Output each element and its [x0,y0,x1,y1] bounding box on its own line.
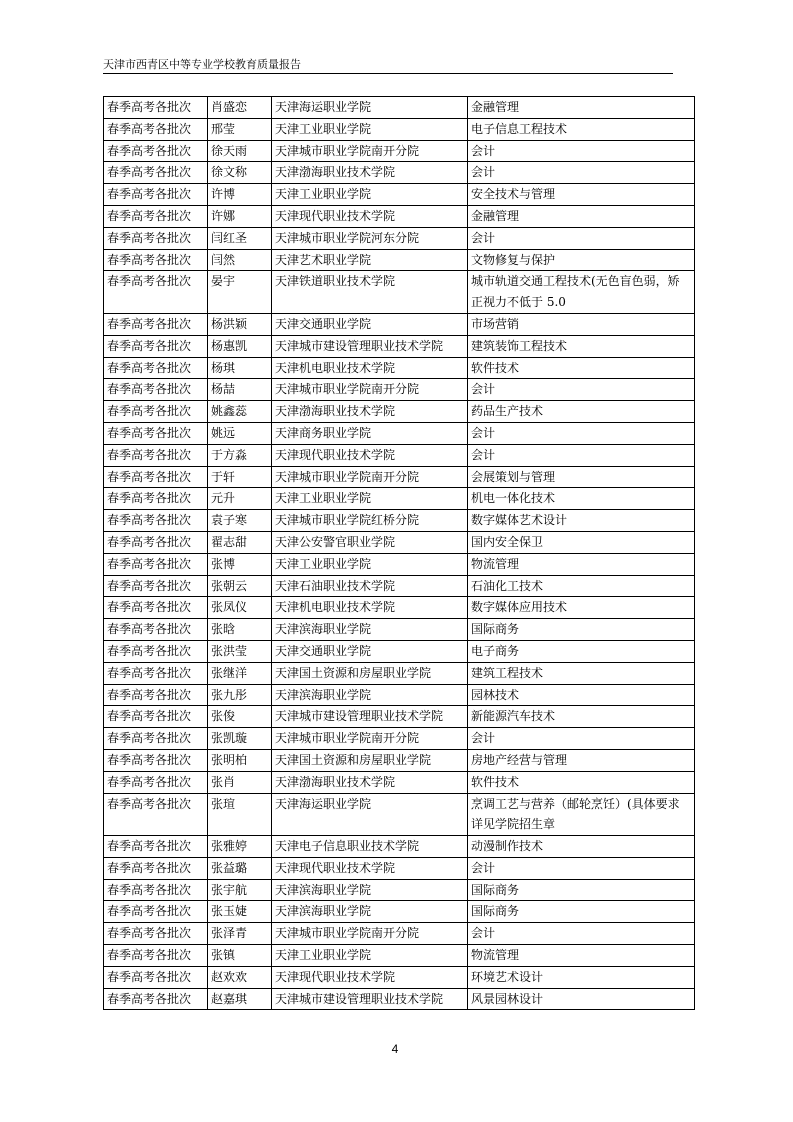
table-row [104,836,695,858]
table-row [104,749,695,771]
table-row [104,553,695,575]
table-row [104,945,695,967]
college-name-cell: 天津机电职业技术学院 [272,597,468,619]
college-name-cell: 天津石油职业技术学院 [272,575,468,597]
major-cell: 动漫制作技术 [468,836,695,858]
college-name-cell: 天津海运职业学院 [272,793,468,836]
table-row [104,662,695,684]
student-name-cell: 杨洪颖 [208,313,272,335]
college-name-cell: 天津滨海职业学院 [272,619,468,641]
table-row [104,531,695,553]
table-row [104,401,695,423]
college-name-cell: 天津滨海职业学院 [272,684,468,706]
college-name-cell: 天津现代职业技术学院 [272,444,468,466]
college-name-cell: 天津工业职业学院 [272,945,468,967]
major-cell: 城市轨道交通工程技术(无色盲色弱，矫正视力不低于 5.0 [468,271,695,314]
admission-batch-cell: 春季高考各批次 [104,619,208,641]
table-row [104,619,695,641]
student-name-cell: 张雅婷 [208,836,272,858]
college-name-cell: 天津城市职业学院南开分院 [272,379,468,401]
student-name-cell: 闫红圣 [208,227,272,249]
admission-batch-cell: 春季高考各批次 [104,662,208,684]
table-row [104,466,695,488]
admission-batch-cell: 春季高考各批次 [104,271,208,314]
admission-batch-cell: 春季高考各批次 [104,793,208,836]
major-cell: 会计 [468,728,695,750]
table-row [104,227,695,249]
table-row [104,97,695,119]
major-cell: 物流管理 [468,945,695,967]
table-row [104,640,695,662]
admission-batch-cell: 春季高考各批次 [104,401,208,423]
table-row [104,313,695,335]
major-cell: 建筑装饰工程技术 [468,335,695,357]
student-name-cell: 邢莹 [208,118,272,140]
college-name-cell: 天津城市职业学院红桥分院 [272,510,468,532]
student-name-cell: 赵欢欢 [208,966,272,988]
major-cell: 会展策划与管理 [468,466,695,488]
table-row [104,923,695,945]
college-name-cell: 天津公安警官职业学院 [272,531,468,553]
student-name-cell: 张九彤 [208,684,272,706]
student-name-cell: 张益璐 [208,857,272,879]
student-name-cell: 姚鑫蕊 [208,401,272,423]
major-cell: 药品生产技术 [468,401,695,423]
major-cell: 环境艺术设计 [468,966,695,988]
table-row [104,901,695,923]
major-cell: 石油化工技术 [468,575,695,597]
page-header: 天津市西青区中等专业学校教育质量报告 [103,57,673,74]
major-cell: 电子信息工程技术 [468,118,695,140]
table-row [104,597,695,619]
table-row [104,706,695,728]
major-cell: 园林技术 [468,684,695,706]
major-cell: 国际商务 [468,879,695,901]
student-name-cell: 张玉婕 [208,901,272,923]
college-name-cell: 天津城市建设管理职业技术学院 [272,706,468,728]
college-name-cell: 天津工业职业学院 [272,488,468,510]
admission-batch-cell: 春季高考各批次 [104,966,208,988]
admission-batch-cell: 春季高考各批次 [104,335,208,357]
table-row [104,118,695,140]
major-cell: 新能源汽车技术 [468,706,695,728]
major-cell: 数字媒体应用技术 [468,597,695,619]
college-name-cell: 天津渤海职业技术学院 [272,401,468,423]
table-row [104,335,695,357]
table-row [104,728,695,750]
major-cell: 机电一体化技术 [468,488,695,510]
admission-batch-cell: 春季高考各批次 [104,945,208,967]
table-row [104,857,695,879]
student-name-cell: 肖盛恋 [208,97,272,119]
major-cell: 物流管理 [468,553,695,575]
admission-batch-cell: 春季高考各批次 [104,466,208,488]
college-name-cell: 天津交通职业学院 [272,313,468,335]
admission-batch-cell: 春季高考各批次 [104,184,208,206]
major-cell: 房地产经营与管理 [468,749,695,771]
student-name-cell: 于轩 [208,466,272,488]
college-name-cell: 天津城市职业学院南开分院 [272,466,468,488]
admission-batch-cell: 春季高考各批次 [104,531,208,553]
college-name-cell: 天津滨海职业学院 [272,879,468,901]
student-name-cell: 张朝云 [208,575,272,597]
major-cell: 会计 [468,227,695,249]
student-name-cell: 袁子寒 [208,510,272,532]
page-number: 4 [391,1042,399,1056]
admission-batch-cell: 春季高考各批次 [104,249,208,271]
college-name-cell: 天津国土资源和房屋职业学院 [272,662,468,684]
student-name-cell: 张洪莹 [208,640,272,662]
major-cell: 软件技术 [468,357,695,379]
major-cell: 文物修复与保护 [468,249,695,271]
admissions-table-container [103,96,695,1010]
major-cell: 会计 [468,444,695,466]
major-cell: 数字媒体艺术设计 [468,510,695,532]
major-cell: 会计 [468,162,695,184]
admission-batch-cell: 春季高考各批次 [104,597,208,619]
admission-batch-cell: 春季高考各批次 [104,771,208,793]
table-row [104,357,695,379]
table-row [104,271,695,314]
admission-batch-cell: 春季高考各批次 [104,879,208,901]
table-row [104,510,695,532]
college-name-cell: 天津电子信息职业技术学院 [272,836,468,858]
admission-batch-cell: 春季高考各批次 [104,575,208,597]
student-name-cell: 赵嘉琪 [208,988,272,1010]
major-cell: 金融管理 [468,205,695,227]
student-name-cell: 于方淼 [208,444,272,466]
student-name-cell: 杨惠凯 [208,335,272,357]
student-name-cell: 张凯璇 [208,728,272,750]
major-cell: 金融管理 [468,97,695,119]
table-row [104,444,695,466]
admission-batch-cell: 春季高考各批次 [104,901,208,923]
admission-batch-cell: 春季高考各批次 [104,97,208,119]
table-row [104,162,695,184]
major-cell: 会计 [468,422,695,444]
table-row [104,140,695,162]
student-name-cell: 张明柏 [208,749,272,771]
student-name-cell: 许娜 [208,205,272,227]
table-row [104,966,695,988]
student-name-cell: 张宇航 [208,879,272,901]
college-name-cell: 天津渤海职业技术学院 [272,162,468,184]
admission-batch-cell: 春季高考各批次 [104,706,208,728]
major-cell: 市场营销 [468,313,695,335]
admission-batch-cell: 春季高考各批次 [104,313,208,335]
major-cell: 国际商务 [468,619,695,641]
admission-batch-cell: 春季高考各批次 [104,684,208,706]
student-name-cell: 闫然 [208,249,272,271]
college-name-cell: 天津铁道职业技术学院 [272,271,468,314]
college-name-cell: 天津工业职业学院 [272,553,468,575]
admission-batch-cell: 春季高考各批次 [104,923,208,945]
student-name-cell: 姚远 [208,422,272,444]
student-name-cell: 张镇 [208,945,272,967]
table-row [104,379,695,401]
student-name-cell: 徐天雨 [208,140,272,162]
college-name-cell: 天津滨海职业学院 [272,901,468,923]
admission-batch-cell: 春季高考各批次 [104,857,208,879]
college-name-cell: 天津交通职业学院 [272,640,468,662]
admission-batch-cell: 春季高考各批次 [104,357,208,379]
college-name-cell: 天津城市职业学院南开分院 [272,140,468,162]
major-cell: 会计 [468,923,695,945]
college-name-cell: 天津工业职业学院 [272,118,468,140]
college-name-cell: 天津城市职业学院南开分院 [272,923,468,945]
table-row [104,684,695,706]
student-name-cell: 晏宇 [208,271,272,314]
table-row [104,249,695,271]
table-row [104,575,695,597]
table-row [104,879,695,901]
college-name-cell: 天津现代职业技术学院 [272,857,468,879]
major-cell: 安全技术与管理 [468,184,695,206]
student-name-cell: 杨琪 [208,357,272,379]
college-name-cell: 天津商务职业学院 [272,422,468,444]
admission-batch-cell: 春季高考各批次 [104,488,208,510]
major-cell: 软件技术 [468,771,695,793]
college-name-cell: 天津现代职业技术学院 [272,205,468,227]
student-name-cell: 张泽青 [208,923,272,945]
student-name-cell: 张继洋 [208,662,272,684]
table-row [104,205,695,227]
admissions-table-body [104,97,695,1010]
college-name-cell: 天津机电职业技术学院 [272,357,468,379]
college-name-cell: 天津城市职业学院南开分院 [272,728,468,750]
college-name-cell: 天津现代职业技术学院 [272,966,468,988]
student-name-cell: 杨喆 [208,379,272,401]
major-cell: 会计 [468,140,695,162]
admission-batch-cell: 春季高考各批次 [104,444,208,466]
admission-batch-cell: 春季高考各批次 [104,749,208,771]
college-name-cell: 天津城市建设管理职业技术学院 [272,988,468,1010]
college-name-cell: 天津城市职业学院河东分院 [272,227,468,249]
student-name-cell: 张俊 [208,706,272,728]
major-cell: 国际商务 [468,901,695,923]
table-row [104,793,695,836]
major-cell: 国内安全保卫 [468,531,695,553]
admission-batch-cell: 春季高考各批次 [104,227,208,249]
table-row [104,488,695,510]
student-name-cell: 张博 [208,553,272,575]
major-cell: 会计 [468,857,695,879]
major-cell: 风景园林设计 [468,988,695,1010]
student-name-cell: 翟志甜 [208,531,272,553]
student-name-cell: 张晗 [208,619,272,641]
college-name-cell: 天津工业职业学院 [272,184,468,206]
admission-batch-cell: 春季高考各批次 [104,422,208,444]
admissions-table [103,96,695,1010]
student-name-cell: 元升 [208,488,272,510]
student-name-cell: 张肖 [208,771,272,793]
admission-batch-cell: 春季高考各批次 [104,640,208,662]
admission-batch-cell: 春季高考各批次 [104,836,208,858]
table-row [104,771,695,793]
admission-batch-cell: 春季高考各批次 [104,553,208,575]
student-name-cell: 张瑄 [208,793,272,836]
table-row [104,422,695,444]
college-name-cell: 天津渤海职业技术学院 [272,771,468,793]
college-name-cell: 天津国土资源和房屋职业学院 [272,749,468,771]
admission-batch-cell: 春季高考各批次 [104,728,208,750]
major-cell: 建筑工程技术 [468,662,695,684]
college-name-cell: 天津艺术职业学院 [272,249,468,271]
college-name-cell: 天津海运职业学院 [272,97,468,119]
student-name-cell: 张凤仪 [208,597,272,619]
admission-batch-cell: 春季高考各批次 [104,162,208,184]
admission-batch-cell: 春季高考各批次 [104,140,208,162]
admission-batch-cell: 春季高考各批次 [104,379,208,401]
table-row [104,184,695,206]
admission-batch-cell: 春季高考各批次 [104,510,208,532]
major-cell: 会计 [468,379,695,401]
table-row [104,988,695,1010]
student-name-cell: 徐文称 [208,162,272,184]
college-name-cell: 天津城市建设管理职业技术学院 [272,335,468,357]
student-name-cell: 许博 [208,184,272,206]
major-cell: 电子商务 [468,640,695,662]
major-cell: 烹调工艺与营养（邮轮烹饪）(具体要求详见学院招生章 [468,793,695,836]
admission-batch-cell: 春季高考各批次 [104,118,208,140]
admission-batch-cell: 春季高考各批次 [104,205,208,227]
admission-batch-cell: 春季高考各批次 [104,988,208,1010]
